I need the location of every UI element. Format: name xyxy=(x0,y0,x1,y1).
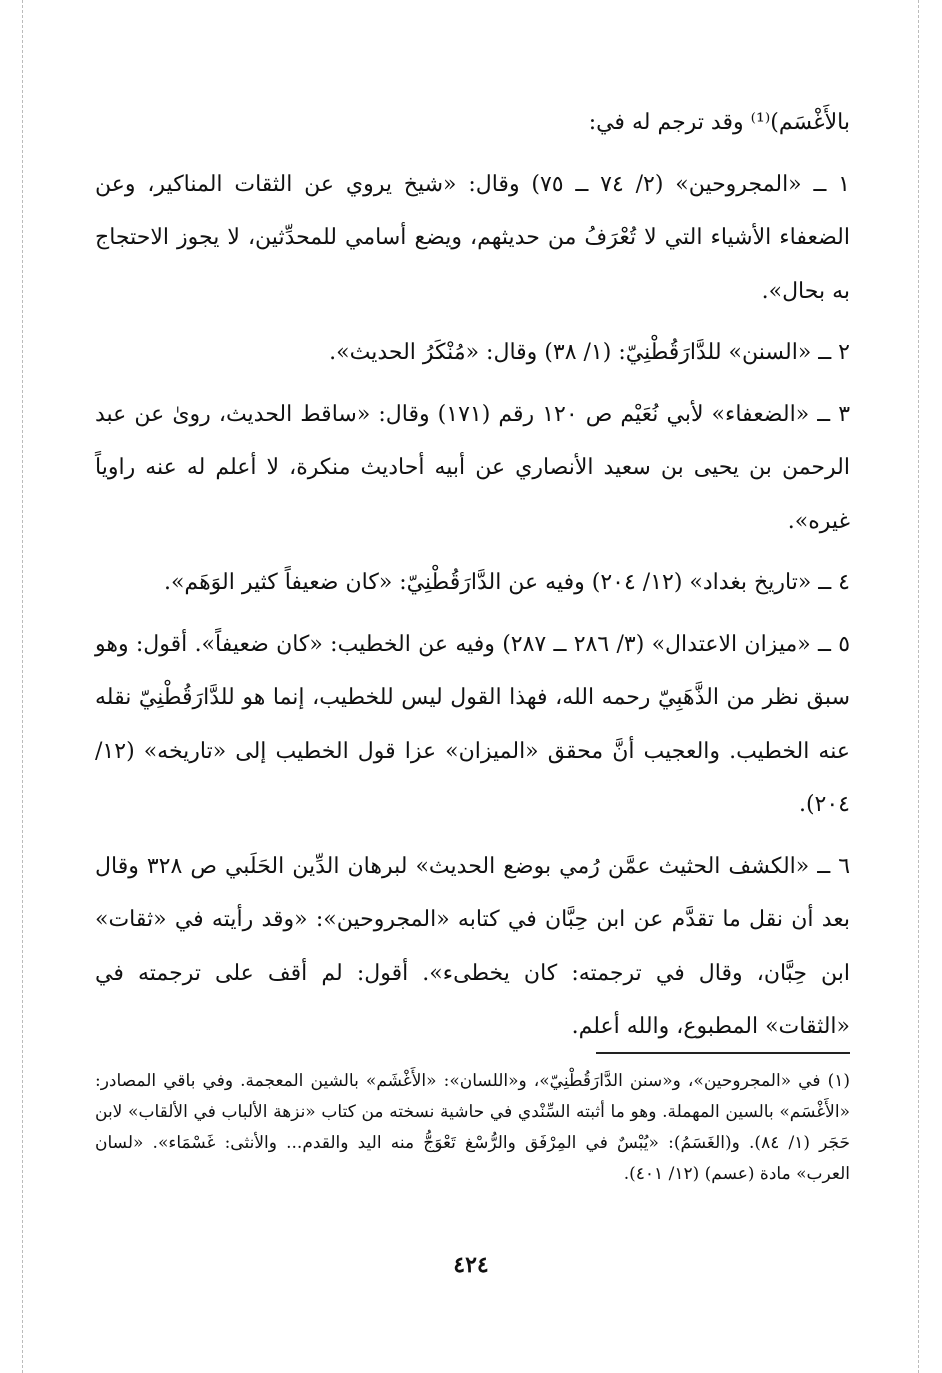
left-margin-guide xyxy=(22,0,23,1373)
paragraph-item-4: ٤ ــ «تاريخ بغداد» (١٢/ ٢٠٤) وفيه عن الدَّارَقُطْنِيّ: «كان ضعيفاً كثير الوَهَم». xyxy=(163,570,850,595)
page-number: ٤٢٤ xyxy=(453,1252,489,1278)
paragraph-item-5: ٥ ــ «ميزان الاعتدال» (٣/ ٢٨٦ ــ ٢٨٧) وفيه عن الخطيب: «كان ضعيفاً». أقول: وهو سبق نظر من الذَّهَبِيّ رحمه الله، فهذا القول ليس للخطيب، إنما هو للدَّارَقُطْنِيّ نقله عنه الخطيب. والعجيب أنَّ محقق «الميزان» عزا قول الخطيب إلى «تاريخه» (١٢/ ٢٠٤). xyxy=(95,631,851,817)
right-margin-guide xyxy=(918,0,919,1373)
main-text xyxy=(95,96,850,1054)
footnote-separator xyxy=(596,1052,850,1054)
footnote-1: (١) في «المجروحين»، و«سنن الدَّارَقُطْنِيّ»، و«اللسان»: «الأَغْشَم» بالشين المعجمة. وفي باقي المصادر: «الأَغْسَم» بالسين المهملة. وهو ما أثبته السِّنْدي في حاشية نسخته من كتاب «نزهة الألباب في الألقاب» لابن حَجَر (١/ ٨٤). و(الغَسَمُ): «يُبْسٌ في المِرْفَق والرُّسْغ تَعْوَجُّ منه اليد والقدم... والأنثى: غَسْمَاء». «لسان العرب» مادة (عسم) (١٢/ ٤٠١). xyxy=(95,1071,851,1184)
paragraph-item-6: ٦ ــ «الكشف الحثيث عمَّن رُمي بوضع الحديث» لبرهان الدِّين الحَلَبي ص ٣٢٨ وقال بعد أن نقل ما تقدَّم عن ابن حِبَّان في كتابه «المجروحين»: «وقد رأيته في «ثقات» ابن حِبَّان، وقال في ترجمته: كان يخطىء». أقول: لم أقف على ترجمته في «الثقات» المطبوع، والله أعلم. xyxy=(95,853,851,1039)
paragraph-item-2: ٢ ــ «السنن» للدَّارَقُطْنِيّ: (١/ ٣٨) وقال: «مُنْكَرُ الحديث». xyxy=(329,340,850,365)
paragraph-item-1: ١ ــ «المجروحين» (٢/ ٧٤ ــ ٧٥) وقال: «شيخ يروي عن الثقات المناكير، وعن الضعفاء الأشياء التي لا تُعْرَفُ من حديثهم، ويضع أسامي للمحدِّثين، لا يجوز الاحتجاج به بحال». xyxy=(95,171,850,304)
footnotes xyxy=(95,1066,850,1190)
paragraph-intro: بالأَغْسَم)⁽¹⁾ وقد ترجم له في: xyxy=(588,110,850,135)
paragraph-item-3: ٣ ــ «الضعفاء» لأبي نُعَيْم ص ١٢٠ رقم (١٧١) وقال: «ساقط الحديث، روىٰ عن عبد الرحمن بن يحيى بن سعيد الأنصاري عن أبيه أحاديث منكرة، لا أعلم له عنه راوياً غيره». xyxy=(95,401,851,534)
